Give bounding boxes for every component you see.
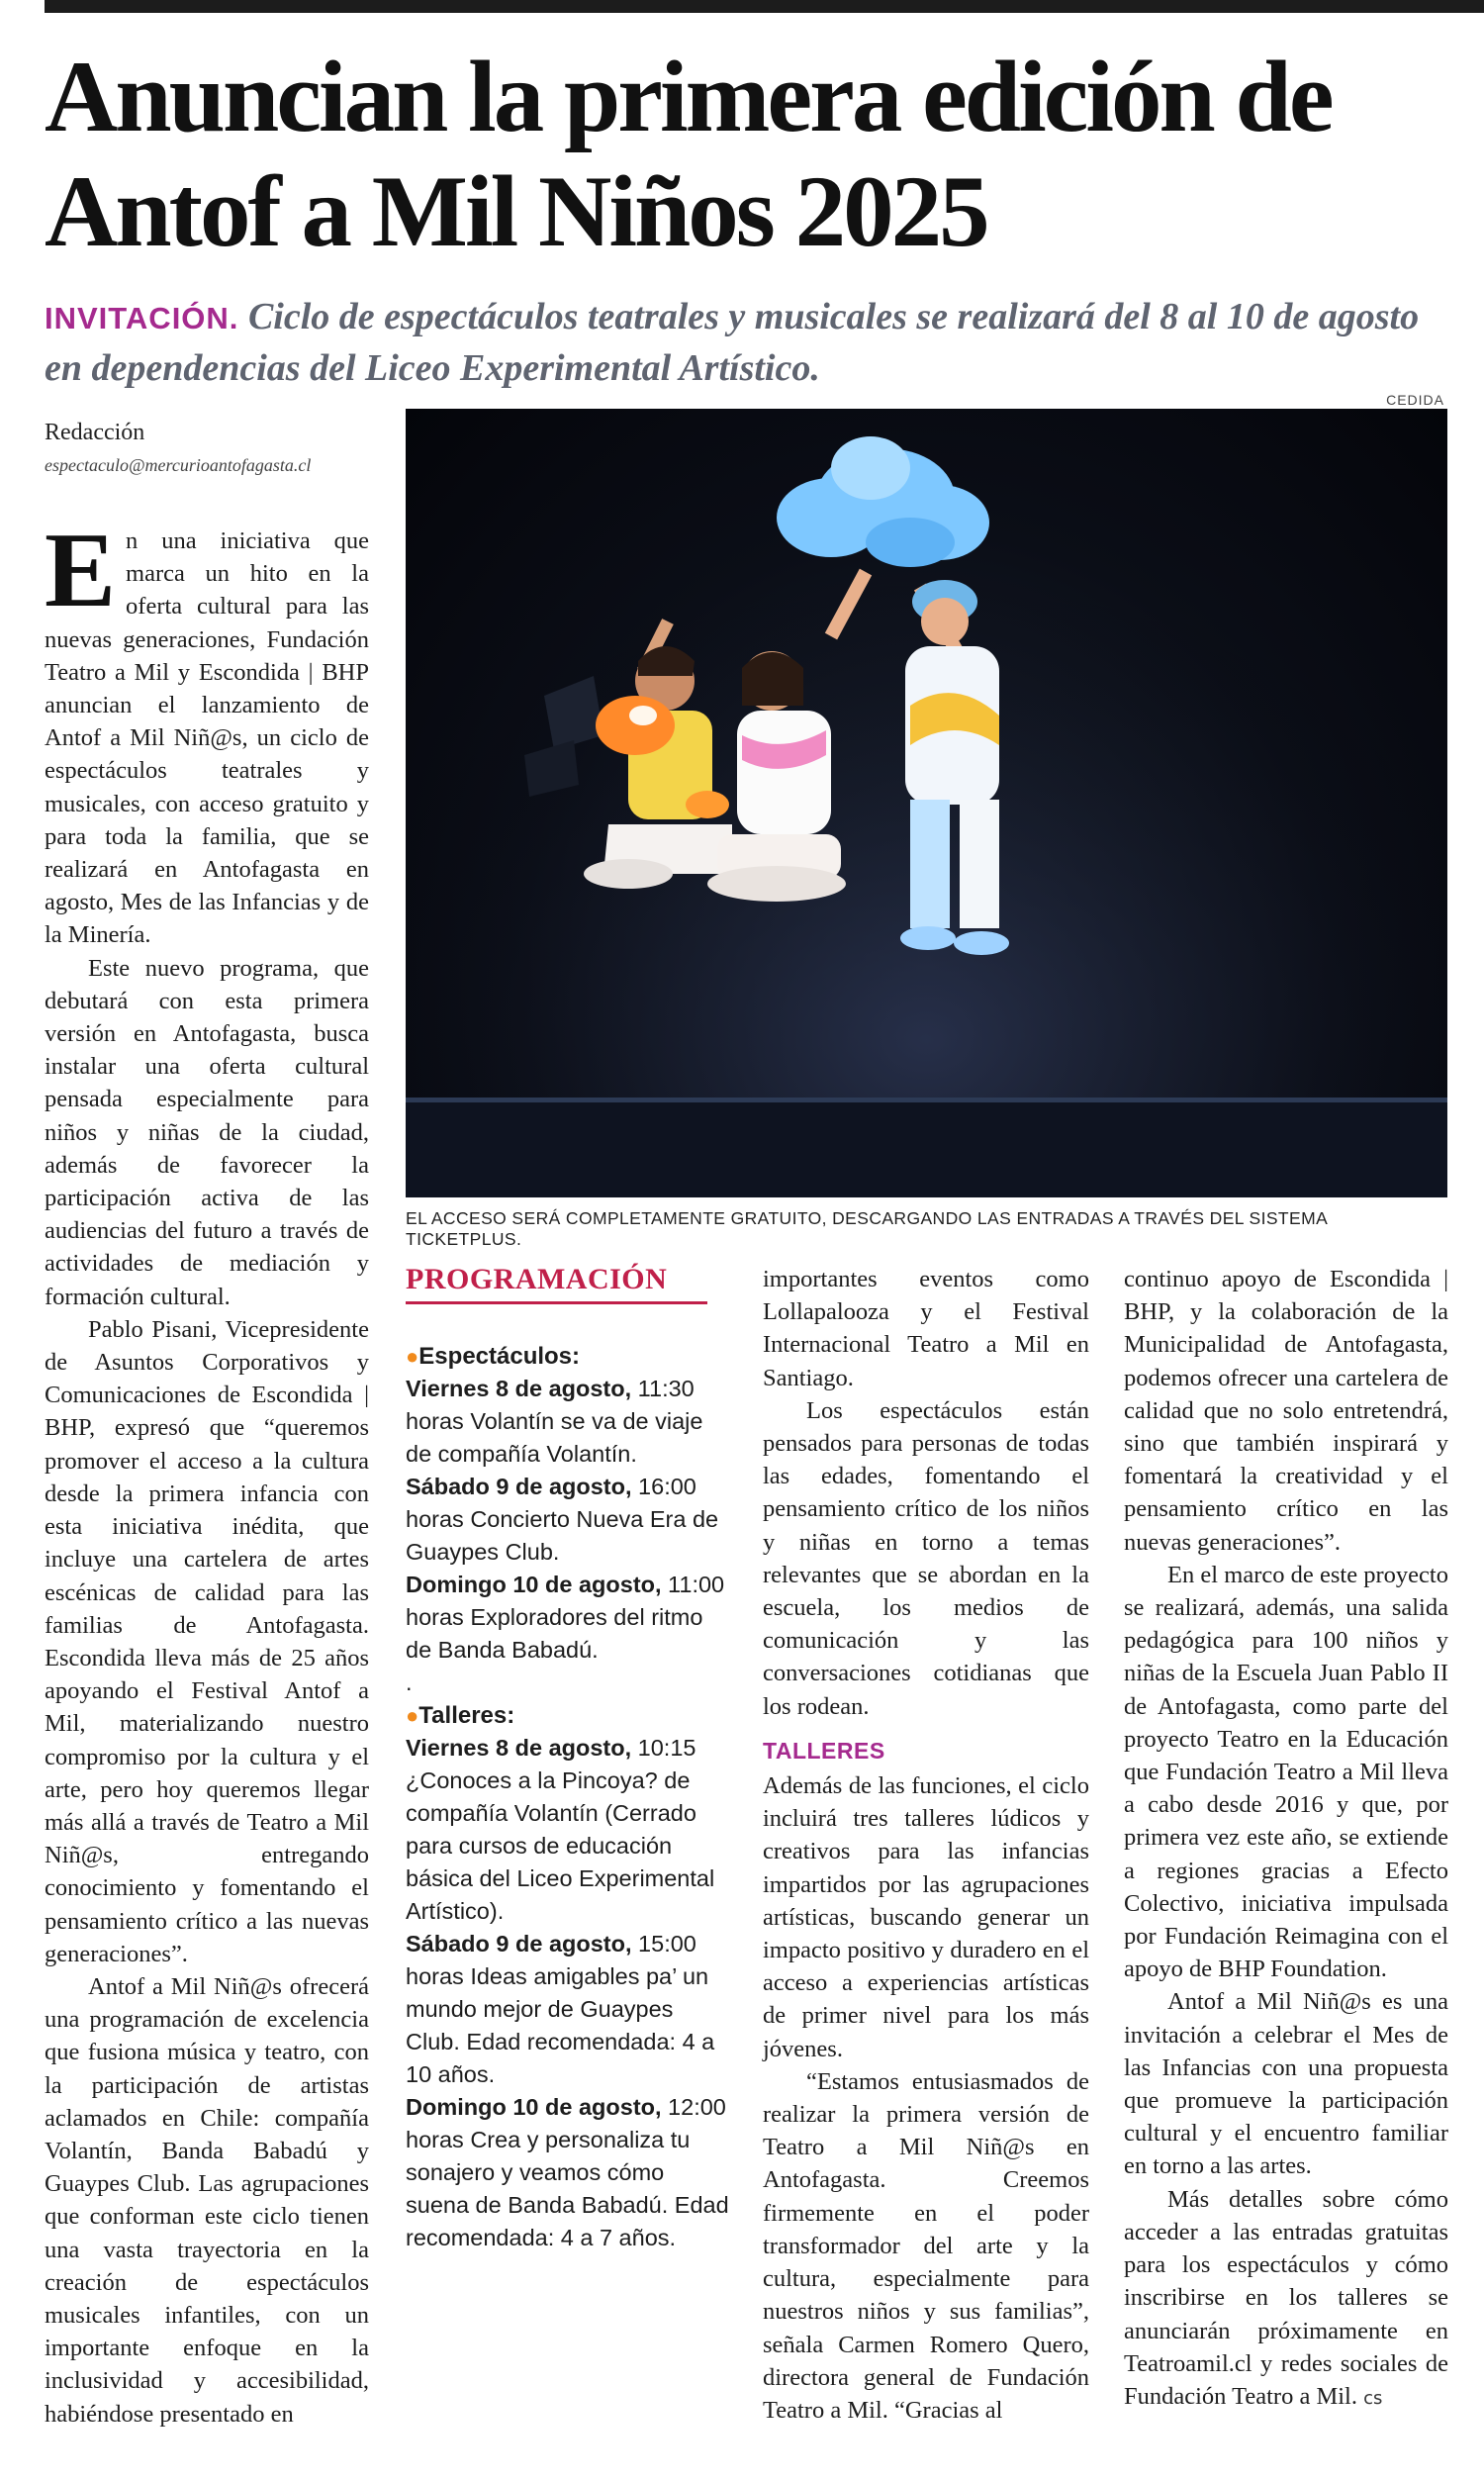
paragraph-6: Además de las funciones, el ciclo incluirá tres talleres lúdicos y creativos para las infancias impartidos por las agrupaciones artísticas, buscando generar un impacto positivo y duradero en el acceso a experiencias artísticas de primer nivel para los más jóvenes.	[763, 1772, 1089, 2062]
photo-caption: EL ACCESO SERÁ COMPLETAMENTE GRATUITO, DESCARGANDO LAS ENTRADAS A TRAVÉS DEL SISTEMA TICKETPLUS.	[406, 1208, 1328, 1249]
workshop-text: 15:00 horas Ideas amigables pa’ un mundo mejor de Guaypes Club. Edad recomendada: 4 a 10 años.	[406, 1931, 715, 2087]
workshop-item	[406, 1732, 732, 1928]
event-date: Domingo 10 de agosto,	[406, 1572, 662, 1597]
article-column-3	[763, 1263, 1089, 2427]
event-text: 11:00 horas Exploradores del ritmo de Banda Babadú.	[406, 1572, 725, 1663]
kicker-text: Ciclo de espectáculos teatrales y musicales se realizará del 8 al 10 de agosto en dependencias del Liceo Experimental Artístico.	[45, 296, 1420, 389]
event-item	[406, 1471, 732, 1569]
top-rule	[45, 0, 1484, 13]
workshop-text: 12:00 horas Crea y personaliza tu sonajero y veamos cómo suena de Banda Babadú. Edad recomendada: 4 a 7 años.	[406, 2094, 729, 2250]
event-text: 16:00 horas Concierto Nueva Era de Guaypes Club.	[406, 1474, 719, 1565]
separator-dot: .	[406, 1670, 413, 1695]
stage-performers-illustration	[406, 409, 1447, 1197]
workshop-date: Viernes 8 de agosto,	[406, 1735, 632, 1761]
talleres-label: Talleres:	[418, 1702, 515, 1729]
paragraph-4-continued: importantes eventos como Lollapalooza y el Festival Internacional Teatro a Mil en Santiago.	[763, 1266, 1089, 1391]
paragraph-1-text: n una iniciativa que marca un hito en la oferta cultural para las nuevas generaciones, Fundación Teatro a Mil y Escondida | BHP anuncian el lanzamiento de Antof a Mil Niñ@s, un ciclo de espectáculos teatrales y musicales, con acceso gratuito y para toda la familia, que se realizará en Antofagasta en agosto, Mes de las Infancias y de la Minería.	[45, 527, 369, 949]
espectaculos-label: Espectáculos:	[418, 1343, 581, 1370]
kicker-tag: INVITACIÓN.	[45, 301, 239, 335]
event-item	[406, 1373, 732, 1471]
paragraph-9: Antof a Mil Niñ@s es una invitación a celebrar el Mes de las Infancias con una propuesta que promueve la participación cultural y el encuentro familiar en torno a las artes.	[1124, 1988, 1448, 2180]
kicker	[45, 292, 1449, 394]
end-mark-icon: cs	[1363, 2387, 1383, 2409]
article-photo	[406, 409, 1447, 1197]
byline: Redacción	[45, 420, 145, 445]
paragraph-4: Antof a Mil Niñ@s ofrecerá una programación de excelencia que fusiona música y teatro, con la participación de artistas aclamados en Chile: compañía Volantín, Banda Babadú y Guaypes Club. Las agrupaciones que conforman este ciclo tienen una vasta trayectoria en la creación de espectáculos musicales infantiles, con un importante enfoque en la inclusividad y accesibilidad, habiéndose presentado en	[45, 1972, 369, 2428]
bullet-icon: ●	[406, 1703, 419, 1728]
paragraph-7-continued: continuo apoyo de Escondida | BHP, y la colaboración de la Municipalidad de Antofagasta, podemos ofrecer una cartelera de calidad que no solo entretendrá, sino que también inspirará y fomentará la creatividad y el pensamiento crítico en las nuevas generaciones”.	[1124, 1266, 1448, 1556]
workshop-date: Sábado 9 de agosto,	[406, 1931, 632, 1957]
paragraph-5: Los espectáculos están pensados para personas de todas las edades, fomentando el pensamiento crítico de los niños y niñas en torno a temas relevantes que se abordan en la escuela, los medios de comunicación y las conversaciones cotidianas que los rodean.	[763, 1396, 1089, 1720]
paragraph-10	[1124, 2183, 1448, 2415]
talleres-subheading: TALLERES	[763, 1737, 885, 1764]
event-text: 11:30 horas Volantín se va de viaje de compañía Volantín.	[406, 1376, 703, 1467]
paragraph-8: En el marco de este proyecto se realizará, además, una salida pedagógica para 100 niños y niñas de la Escuela Juan Pablo II de Antofagasta, como parte del proyecto Teatro en la Educación que Fundación Teatro a Mil lleva a cabo desde 2016 y que, por primera vez este año, se extiende a regiones gracias a Efecto Colectivo, iniciativa impulsada por Fundación Reimagina con el apoyo de BHP Foundation.	[1124, 1561, 1448, 1983]
headline: Anuncian la primera edición de Antof a Mil Niños 2025	[45, 41, 1332, 268]
programacion-box	[406, 1263, 732, 2254]
author-email: espectaculo@mercurioantofagasta.cl	[45, 455, 312, 475]
paragraph-7: “Estamos entusiasmados de realizar la primera versión de Teatro a Mil Niñ@s en Antofagasta. Creemos firmemente en el poder transformador del arte y la cultura, especialmente para nuestros niños y sus familias”, señala Carmen Romero Quero, directora general de Fundación Teatro a Mil. “Gracias al	[763, 2067, 1089, 2424]
paragraph-2: Este nuevo programa, que debutará con esta primera versión en Antofagasta, busca instalar una oferta cultural pensada especialmente para niños y niñas de la ciudad, además de favorecer la participación activa de las audiencias del futuro a través de actividades de mediación y formación cultural.	[45, 954, 369, 1310]
espectaculos-heading	[406, 1340, 732, 1373]
bullet-icon: ●	[406, 1344, 419, 1369]
event-date: Sábado 9 de agosto,	[406, 1474, 632, 1499]
photo-credit: CEDIDA	[1386, 392, 1444, 408]
event-item	[406, 1569, 732, 1667]
event-date: Viernes 8 de agosto,	[406, 1376, 632, 1401]
paragraph-3: Pablo Pisani, Vicepresidente de Asuntos Corporativos y Comunicaciones de Escondida | BHP, expresó que “queremos promover el acceso a la cultura desde la primera infancia con esta iniciativa inédita, que incluye una cartelera de artes escénicas de calidad para las familias de Antofagasta. Escondida lleva más de 25 años apoyando el Festival Antof a Mil, materializando nuestro compromiso por la cultura y el arte, pero hoy queremos llegar más allá a través de Teatro a Mil Niñ@s, entregando conocimiento y fomentando el pensamiento crítico a las nuevas generaciones”.	[45, 1315, 369, 1967]
article-column-1	[45, 512, 369, 2431]
article-column-4	[1124, 1263, 1448, 2415]
workshop-date: Domingo 10 de agosto,	[406, 2094, 662, 2120]
talleres-heading	[406, 1699, 732, 1732]
workshop-item	[406, 1928, 732, 2091]
workshop-text: 10:15 ¿Conoces a la Pincoya? de compañía Volantín (Cerrado para cursos de educación básica del Liceo Experimental Artístico).	[406, 1735, 715, 1924]
paragraph-1	[45, 512, 369, 952]
drop-cap: E	[45, 512, 117, 629]
paragraph-10-text: Más detalles sobre cómo acceder a las entradas gratuitas para los espectáculos y cómo inscribirse en los talleres se anunciarán próximamente en Teatroamil.cl y redes sociales de Fundación Teatro a Mil.	[1124, 2185, 1448, 2410]
programacion-title: PROGRAMACIÓN	[406, 1263, 707, 1304]
workshop-item	[406, 2091, 732, 2254]
